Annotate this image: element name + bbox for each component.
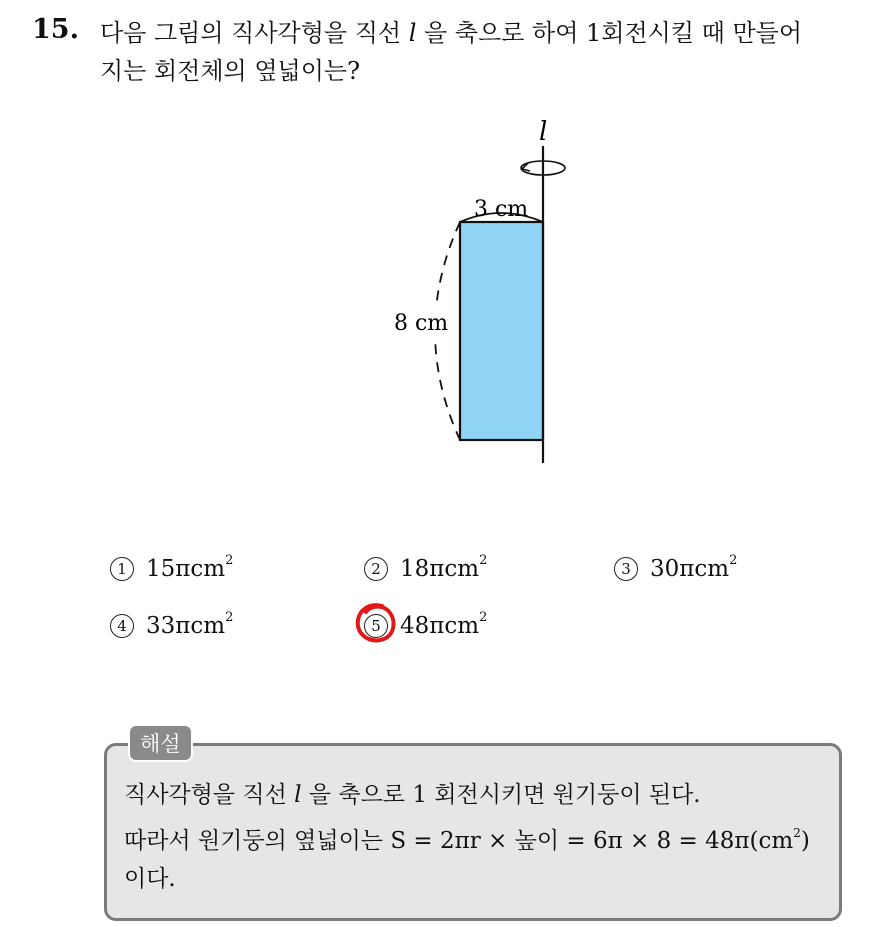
choice-3[interactable]: 3 30πcm$^2$ xyxy=(614,553,737,582)
width-label: 3 cm xyxy=(474,197,529,222)
choice-mark: 3 xyxy=(614,557,638,581)
choice-1[interactable]: 1 15πcm$^2$ xyxy=(110,553,233,582)
axis-label: l xyxy=(539,118,548,147)
question-text-part1: 다음 그림의 직사각형을 직선 xyxy=(100,19,409,47)
choice-value: 15πcm xyxy=(146,556,226,582)
choice-value: 18πcm xyxy=(400,556,480,582)
rectangle-rotation-figure xyxy=(380,118,600,468)
choice-4[interactable]: 4 33πcm$^2$ xyxy=(110,610,233,639)
solution-text: 직사각형을 직선 l 을 축으로 1 회전시키면 원기둥이 된다. 따라서 원기둥의 옆넓이는 S = 2πr × 높이 = $6\pi \times 8 = 48\pi(cm^2)$ 이다. xyxy=(124,782,810,892)
choice-mark: 1 xyxy=(110,557,134,581)
choice-2[interactable]: 2 18πcm$^2$ xyxy=(364,553,487,582)
choice-5[interactable]: 5 48πcm$^2$ xyxy=(364,610,487,639)
choice-mark: 5 xyxy=(364,614,388,638)
question-text xyxy=(100,14,870,90)
solution-formula: S = 2πr × 높이 = 6π × 8 = 48π(cm xyxy=(390,828,794,854)
question-text-line2: 지는 회전체의 옆넓이는? xyxy=(100,57,360,85)
choice-value: 30πcm xyxy=(650,556,730,582)
rectangle xyxy=(460,222,543,440)
question-text-part2: 을 축으로 하여 1회전시킬 때 만들어 xyxy=(416,19,803,47)
solution-var: l xyxy=(294,782,302,808)
choice-value: 48πcm xyxy=(400,613,480,639)
choice-value: 33πcm xyxy=(146,613,226,639)
choice-mark: 2 xyxy=(364,557,388,581)
height-label: 8 cm xyxy=(394,311,449,336)
solution-tag: 해설 xyxy=(128,724,193,762)
question-var: l xyxy=(408,19,417,47)
question-number: 15. xyxy=(32,14,79,45)
choice-mark: 4 xyxy=(110,614,134,638)
answer-circle-mark xyxy=(352,600,400,646)
